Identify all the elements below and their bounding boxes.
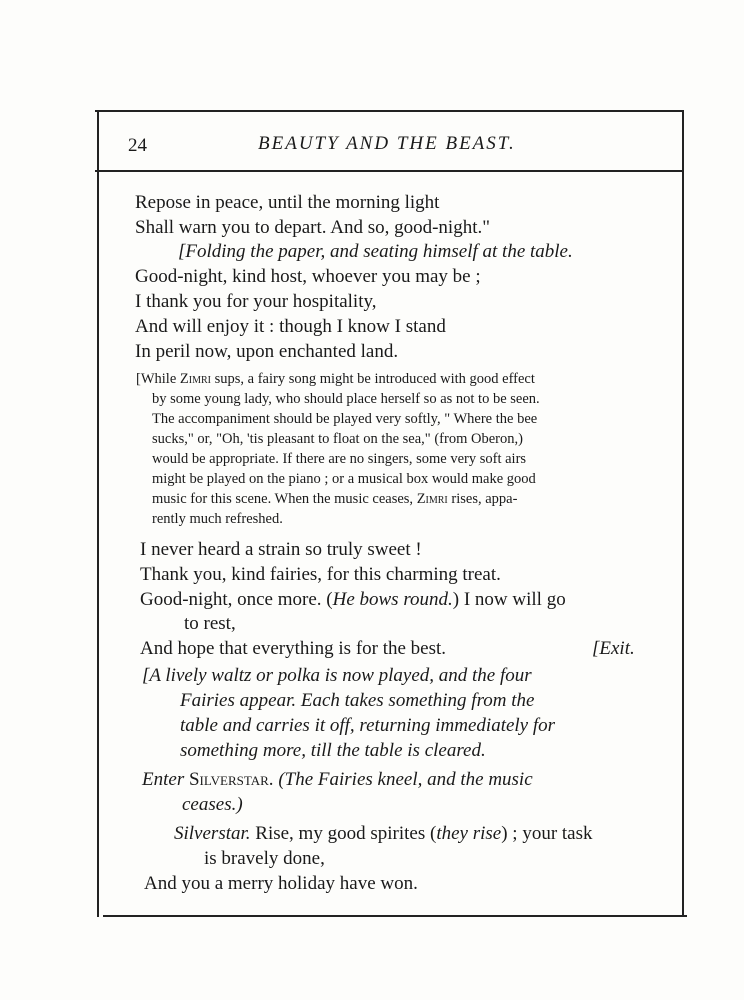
character-name: Zimri: [179, 371, 211, 387]
speech-line: is bravely done,: [204, 848, 325, 869]
stage-direction: something more, till the table is cleared.: [180, 740, 486, 761]
verse-line: Good-night, kind host, whoever you may be ;: [135, 266, 481, 287]
top-rule: [95, 110, 684, 112]
character-name: Silverstar.: [188, 769, 274, 790]
speech-line: Silverstar. Rise, my good spirites (they rise) ; your task: [174, 823, 593, 844]
stage-direction: table and carries it off, returning immediately for: [180, 715, 556, 736]
header-rule: [95, 170, 684, 172]
verse-line: And will enjoy it : though I know I stand: [135, 316, 446, 337]
note-line: [While Zimri sups, a fairy song might be introduced with good effect: [136, 371, 535, 387]
verse-line: And hope that everything is for the best.: [140, 638, 447, 659]
note-line: would be appropriate. If there are no singers, some very soft airs: [152, 451, 527, 467]
speech-line: And you a merry holiday have won.: [144, 873, 418, 894]
note-line: The accompaniment should be played very softly, " Where the bee: [152, 411, 538, 427]
entrance-direction: Enter Silverstar. (The Fairies kneel, and the music: [142, 769, 533, 790]
verse-line: Thank you, kind fairies, for this charming treat.: [140, 564, 501, 585]
verse-line: I thank you for your hospitality,: [135, 291, 377, 312]
note-line: might be played on the piano ; or a musical box would make good: [152, 471, 536, 487]
verse-line: Shall warn you to depart. And so, good-night.": [135, 217, 490, 238]
left-border: [97, 112, 99, 917]
character-name: Zimri: [416, 491, 448, 507]
verse-line: Good-night, once more. (He bows round.) I now will go: [140, 589, 566, 610]
exit-direction: [Exit.: [592, 638, 635, 659]
verse-line: In peril now, upon enchanted land.: [135, 341, 399, 362]
note-line: rently much refreshed.: [152, 511, 283, 527]
speaker-name: Silverstar.: [174, 823, 251, 844]
stage-direction: ceases.): [182, 794, 243, 815]
bottom-rule: [103, 915, 687, 917]
right-border: [682, 112, 684, 917]
stage-direction: [A lively waltz or polka is now played, and the four: [142, 665, 532, 686]
running-title: BEAUTY AND THE BEAST.: [258, 133, 516, 154]
note-line: music for this scene. When the music ceases, Zimri rises, appa-: [152, 491, 518, 507]
verse-line: to rest,: [184, 613, 236, 634]
stage-direction: Fairies appear. Each takes something from the: [180, 690, 535, 711]
note-line: sucks," or, "Oh, 'tis pleasant to float on the sea," (from Oberon,): [152, 431, 523, 447]
verse-line: Repose in peace, until the morning light: [135, 192, 440, 213]
note-line: by some young lady, who should place herself so as not to be seen.: [152, 391, 540, 407]
page-number: 24: [128, 135, 147, 156]
verse-line: I never heard a strain so truly sweet !: [140, 539, 422, 560]
stage-direction: [Folding the paper, and seating himself at the table.: [178, 241, 573, 262]
